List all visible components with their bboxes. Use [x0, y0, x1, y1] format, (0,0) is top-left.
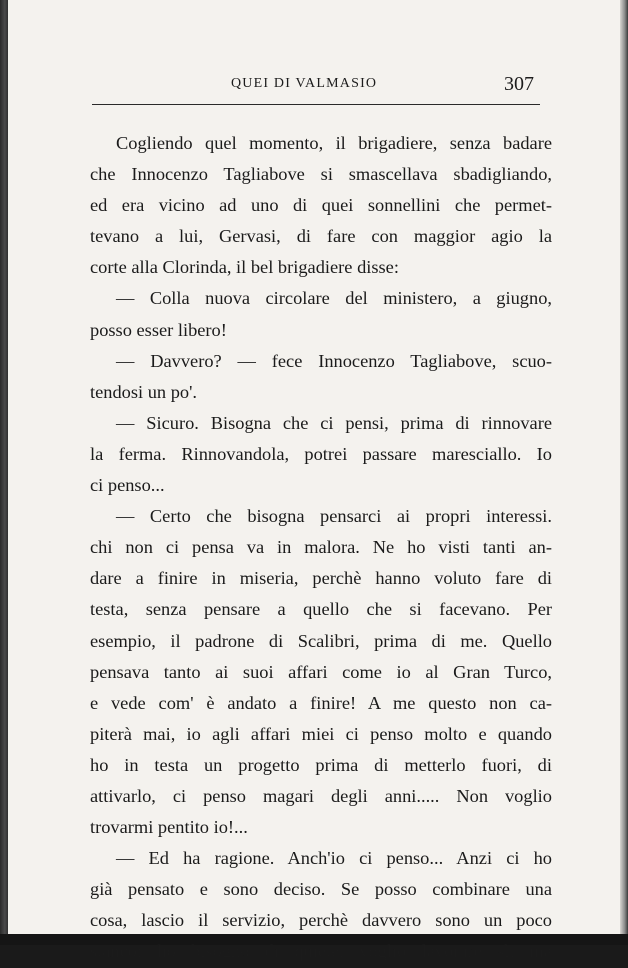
text-line: già pensato e sono deciso. Se posso combinare una [90, 879, 552, 900]
text-line: — Ed ha ragione. Anch'io ci penso... Anzi ci ho [116, 848, 552, 869]
text-line: — Colla nuova circolare del ministero, a giugno, [116, 288, 552, 309]
text-line: tendosi un po'. [90, 381, 198, 402]
text-line: che Innocenzo Tagliabove si smascellava sbadigliando, [90, 164, 552, 185]
text-line: ci penso... [90, 475, 165, 496]
text-line: pensava tanto ai suoi affari come io al Gran Turco, [90, 661, 552, 682]
text-line: esempio, il padrone di Scalibri, prima di me. Quello [90, 630, 552, 651]
text-line: ed era vicino ad uno di quei sonnellini che permet- [90, 195, 552, 216]
text-line: Cogliendo quel momento, il brigadiere, senza badare [116, 133, 552, 153]
text-line: piterà mai, io agli affari miei ci penso molto e quando [90, 723, 552, 744]
text-line: chi non ci pensa va in malora. Ne ho visti tanti an- [90, 537, 552, 558]
text-line: attivarlo, ci penso magari degli anni..... Non voglio [90, 785, 552, 806]
text-line: — Sicuro. Bisogna che ci pensi, prima di rinnovare [116, 412, 552, 433]
text-line: trovarmi pentito io!... [90, 817, 248, 838]
header-rule [92, 104, 540, 105]
text-line: ho in testa un progetto prima di metterlo fuori, di [90, 754, 552, 775]
text-line: posso esser libero! [90, 319, 227, 340]
text-line: — Certo che bisogna pensarci ai propri interessi. [116, 506, 552, 527]
text-line: dare a finire in miseria, perchè hanno voluto fare di [90, 568, 552, 589]
running-header [92, 73, 540, 98]
text-line: cosa, lascio il servizio, perchè davvero sono un poco [90, 910, 552, 931]
text-line: testa, senza pensare a quello che si facevano. Per [90, 599, 552, 620]
page-left-edge [0, 0, 8, 945]
body-text [90, 128, 552, 968]
running-title: QUEI DI VALMASIO [231, 76, 378, 91]
text-line: tevano a lui, Gervasi, di fare con maggior agio la [90, 226, 552, 247]
text-line: — Davvero? — fece Innocenzo Tagliabove, scuo- [116, 350, 552, 371]
text-line: e vede com' è andato a finire! A me questo non ca- [90, 692, 552, 713]
page-right-edge [620, 0, 628, 945]
text-line: la ferma. Rinnovandola, potrei passare maresciallo. Io [90, 443, 552, 464]
text-line: corte alla Clorinda, il bel brigadiere disse: [90, 257, 399, 278]
text-line: stanco; ho bisogno di quiete, voglio lavorare sì, ma [90, 941, 552, 962]
page-number: 307 [504, 73, 534, 95]
